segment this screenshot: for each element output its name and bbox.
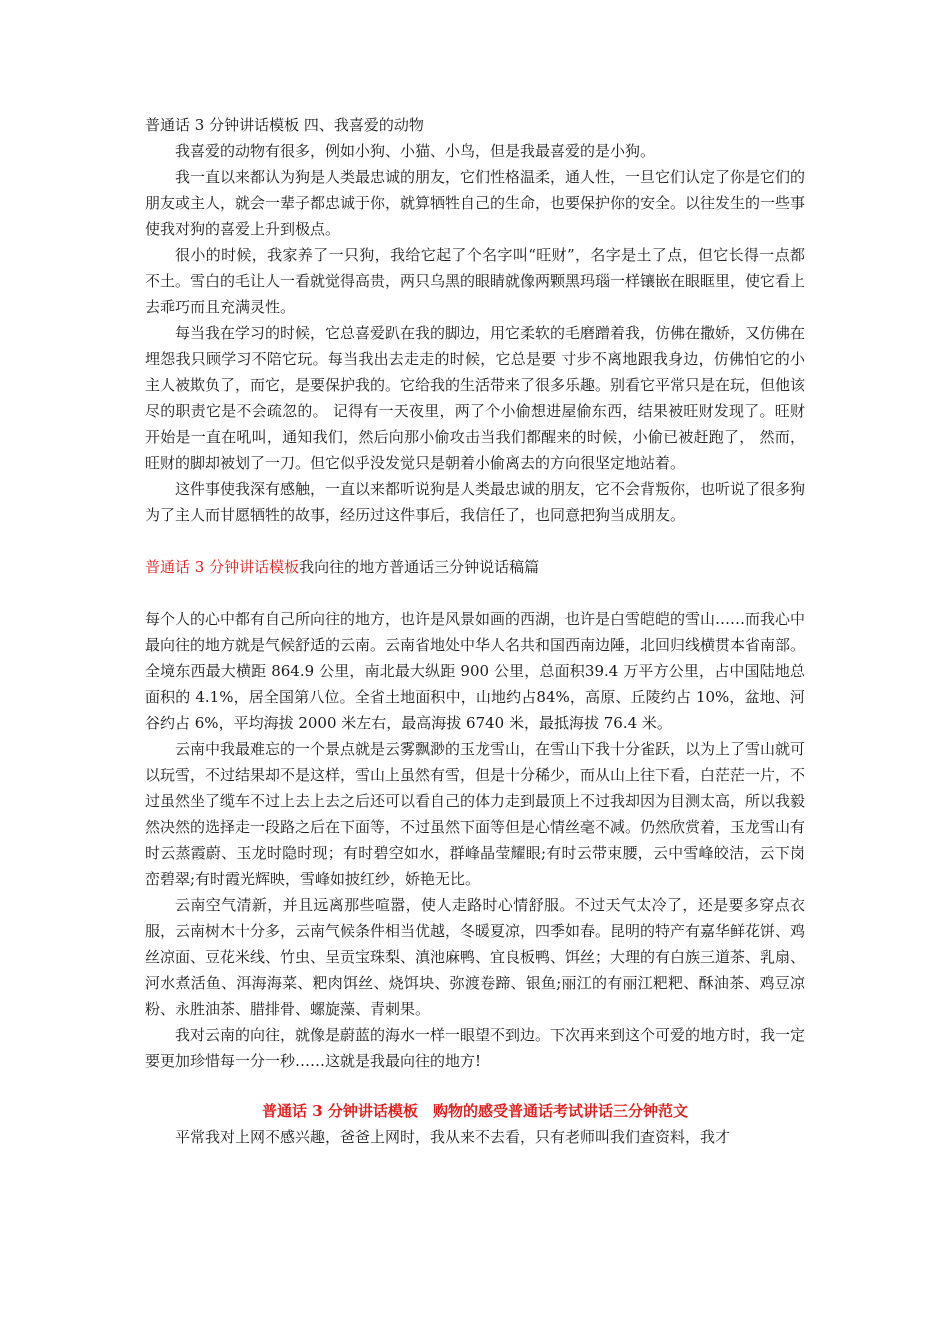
document-page [145,112,805,1150]
section-2-heading-title: 我向往的地方普通话三分钟说话稿篇 [299,558,540,576]
section-1-heading [145,112,805,138]
section-2-paragraph: 云南中我最难忘的一个景点就是云雾飘渺的玉龙雪山，在雪山下我十分雀跃，以为上了雪山就可以玩雪，不过结果却不是这样，雪山上虽然有雪，但是十分稀少，而从山上往下看，白茫茫一片，不过虽然坐了缆车不过上去上去之后还可以看自己的体力走到最顶上不过我却因为目测太高，所以我毅然决然的选择走一段路之后在下面等，不过虽然下面等但是心情丝毫不减。仍然欣赏着，玉龙雪山有时云蒸霞蔚、玉龙时隐时现；有时碧空如水，群峰晶莹耀眼;有时云带束腰，云中雪峰皎洁，云下岗峦碧翠;有时霞光辉映，雪峰如披红纱，娇艳无比。 [145,740,806,888]
section-3-heading-title: 购物的感受普通话考试讲话三分钟范文 [432,1102,688,1120]
section-2-heading-label: 普通话 3 分钟讲话模板 [145,558,300,576]
section-3-heading-label: 普通话 3 分钟讲话模板 [262,1102,418,1120]
section-1-paragraph: 我一直以来都认为狗是人类最忠诚的朋友，它们性格温柔，通人性，一旦它们认定了你是它们的朋友或主人，就会一辈子都忠诚于你，就算牺牲自己的生命，也要保护你的安全。以往发生的一些事使我对狗的喜爱上升到极点。 [145,168,806,238]
section-3-paragraph: 平常我对上网不感兴趣，爸爸上网时，我从来不去看，只有老师叫我们查资料，我才 [175,1128,731,1146]
section-1-paragraph: 每当我在学习的时候，它总喜爱趴在我的脚边，用它柔软的毛磨蹭着我，仿佛在撒娇，又仿佛在埋怨我只顾学习不陪它玩。每当我出去走走的时候，它总是要 寸步不离地跟我身边，仿佛怕它的小主人被欺负了，而它，是要保护我的。它给我的生活带来了很多乐趣。别看它平常只是在玩，但他该尽的职责它是不会疏忽的。 记得有一天夜里，两了个小偷想进屋偷东西，结果被旺财发现了。旺财开始是一直在吼叫，通知我们，然后向那小偷攻击当我们都醒来的时候，小偷已被赶跑了， 然而，旺财的脚却被划了一刀。但它似乎没发觉只是朝着小偷离去的方向很坚定地站着。 [145,324,806,472]
section-1-heading-title: 四、我喜爱的动物 [303,116,424,134]
spacer [145,580,805,606]
section-1-heading-label: 普通话 3 分钟讲话模板 [145,116,300,134]
section-2-paragraph: 每个人的心中都有自己所向往的地方，也许是风景如画的西湖，也许是白雪皑皑的雪山……而我心中最向往的地方就是气候舒适的云南。云南省地处中华人名共和国西南边陲，北回归线横贯本省南部。全境东西最大横距 864.9 公里，南北最大纵距 900 公里，总面积39.4 万平方公里，占中国陆地总面积的 4.1%，居全国第八位。全省土地面积中，山地约占84%，高原、丘陵约占 10%，盆地、河谷约占 6%，平均海拔 2000 米左右，最高海拔 6740 米，最抵海拔 76.4 米。 [145,610,806,732]
section-2-paragraph: 云南空气清新，并且远离那些喧嚣，使人走路时心情舒服。不过天气太冷了，还是要多穿点衣服，云南树木十分多，云南气候条件相当优越，冬暖夏凉，四季如春。昆明的特产有嘉华鲜花饼、鸡丝凉面、豆花米线、竹虫、呈贡宝珠梨、滇池麻鸭、宜良板鸭、饵丝；大理的有白族三道茶、乳扇、河水煮活鱼、洱海海菜、粑肉饵丝、烧饵块、弥渡卷蹄、银鱼;丽江的有丽江粑粑、酥油茶、鸡豆凉粉、永胜油茶、腊排骨、螺旋藻、青刺果。 [145,896,806,1018]
section-3-heading [145,1098,805,1124]
section-1-paragraph: 我喜爱的动物有很多，例如小狗、小猫、小鸟，但是我最喜爱的是小狗。 [175,142,656,160]
section-2-paragraph: 我对云南的向往，就像是蔚蓝的海水一样一眼望不到边。下次再来到这个可爱的地方时，我一定要更加珍惜每一分一秒……这就是我最向往的地方! [145,1026,806,1070]
spacer [145,528,805,554]
section-1-paragraph: 很小的时候，我家养了一只狗，我给它起了个名字叫“旺财”，名字是土了点，但它长得一点都不土。雪白的毛让人一看就觉得高贵，两只乌黑的眼睛就像两颗黑玛瑙一样镶嵌在眼眶里，使它看上去乖巧而且充满灵性。 [145,246,806,316]
section-2-heading [145,554,805,580]
section-1-paragraph: 这件事使我深有感触，一直以来都听说狗是人类最忠诚的朋友，它不会背叛你，也听说了很多狗为了主人而甘愿牺牲的故事，经历过这件事后，我信任了，也同意把狗当成朋友。 [145,480,806,524]
spacer [145,1074,805,1098]
